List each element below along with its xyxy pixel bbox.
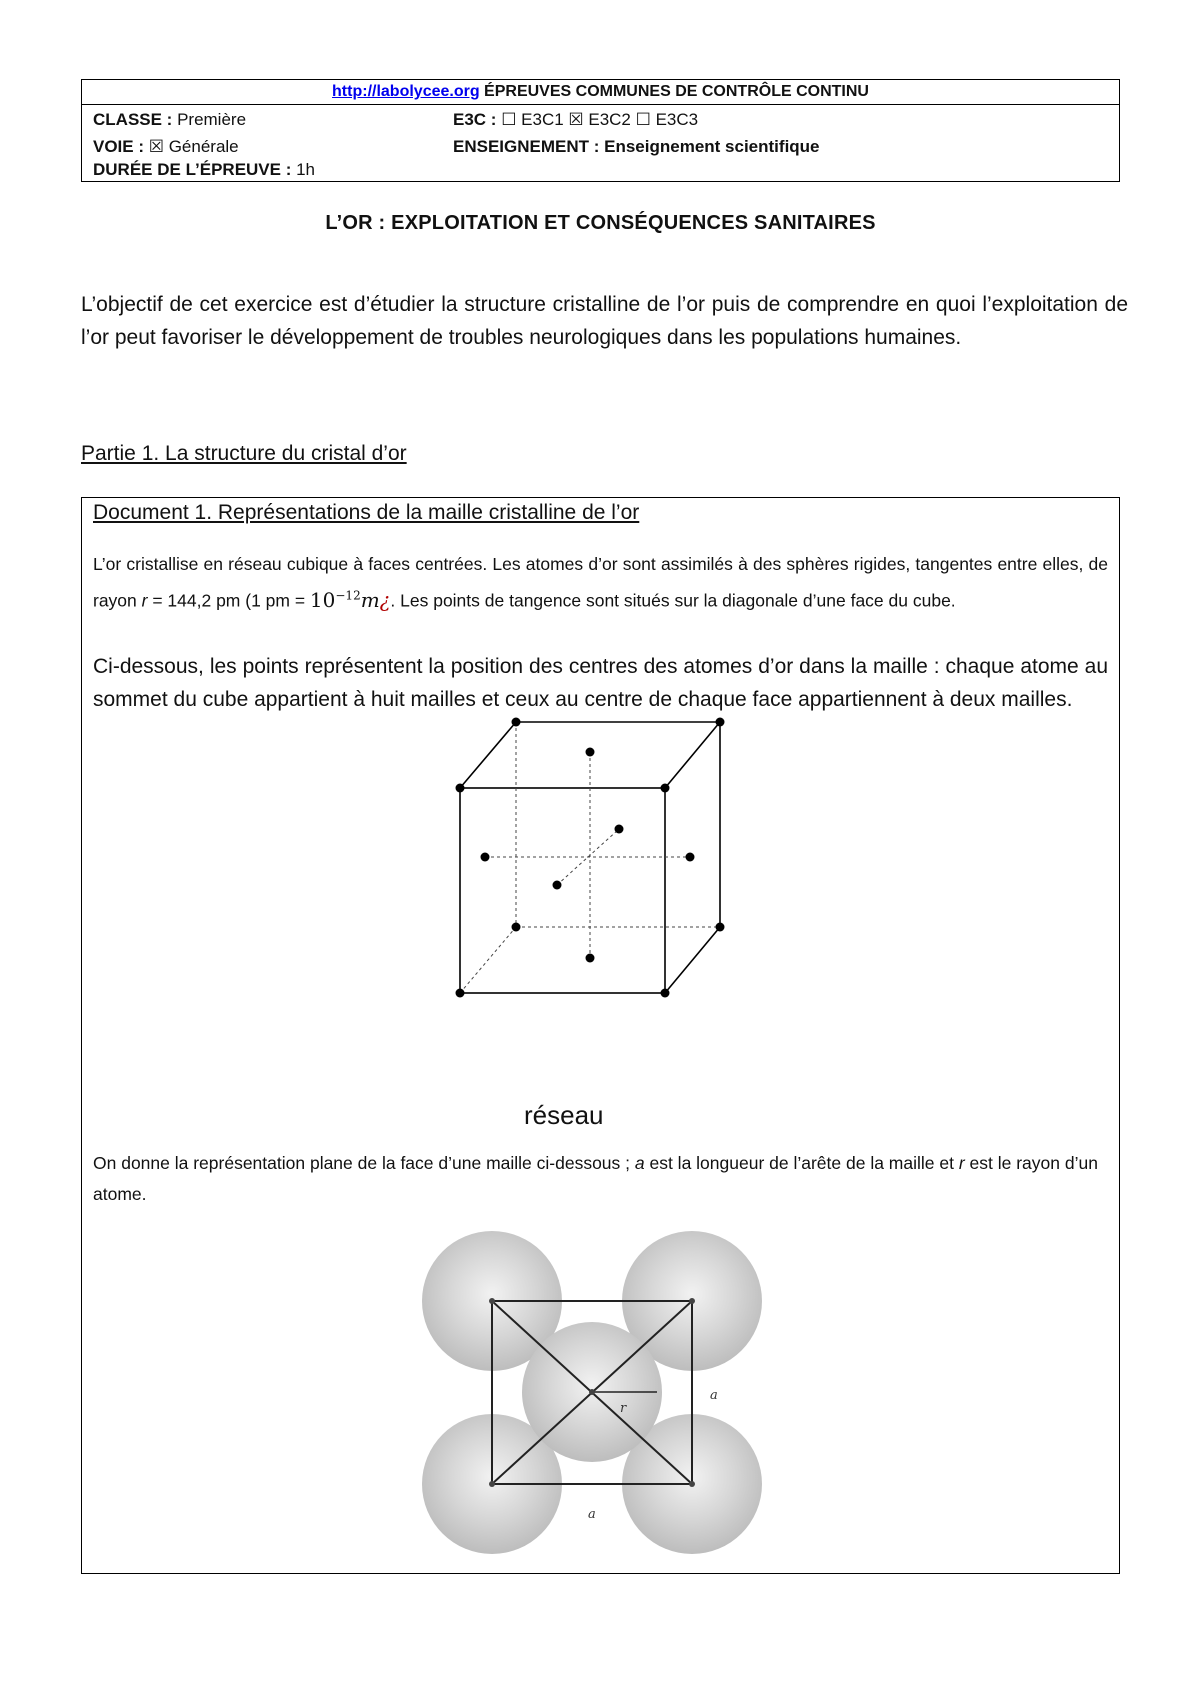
duree-line bbox=[93, 160, 315, 180]
p1-unit: m bbox=[360, 587, 380, 612]
face-vertex bbox=[689, 1298, 695, 1304]
cube-edge bbox=[665, 722, 720, 788]
document1-box bbox=[81, 497, 1120, 1574]
label-r: r bbox=[620, 1401, 627, 1416]
atom-corner bbox=[456, 989, 465, 998]
document1-paragraph-3 bbox=[93, 1148, 1108, 1210]
voie-line bbox=[93, 137, 239, 157]
atom-face-center bbox=[686, 853, 695, 862]
fcc-cube-figure bbox=[442, 708, 822, 1008]
p1-text-c: . Les points de tangence sont situés sur la diagonale d’une face du cube. bbox=[390, 590, 956, 611]
face-vertex bbox=[689, 1481, 695, 1487]
document1-paragraph-2: Ci-dessous, les points représentent la position des centres des atomes d’or dans la maille : chaque atome au sommet du cube appartient à huit mailles et ceux au centre de chaque face appartiennent à deux mailles. bbox=[93, 655, 1108, 711]
e3c-value: ☐ E3C1 ☒ E3C2 ☐ E3C3 bbox=[496, 110, 699, 129]
header-exam-title: ÉPREUVES COMMUNES DE CONTRÔLE CONTINU bbox=[479, 83, 869, 100]
figure-caption: réseau bbox=[524, 1100, 604, 1130]
face-center-point bbox=[589, 1389, 595, 1395]
atom-corner bbox=[716, 718, 725, 727]
p3-text-a: On donne la représentation plane de la face d’une maille ci-dessous ; bbox=[93, 1153, 635, 1173]
enseignement-line bbox=[453, 137, 820, 157]
atom-corner bbox=[456, 784, 465, 793]
atom-face-center bbox=[586, 954, 595, 963]
cube-hidden-edge bbox=[460, 927, 516, 993]
p1-pow-exp: −12 bbox=[335, 588, 361, 602]
header-top-line bbox=[82, 80, 1119, 105]
p3-text-b: est la longueur de l’arête de la maille et bbox=[644, 1153, 959, 1173]
enseignement-value: Enseignement scientifique bbox=[599, 137, 820, 156]
atom-corner bbox=[512, 718, 521, 727]
classe-line bbox=[93, 110, 246, 130]
face-vertex bbox=[489, 1481, 495, 1487]
cube-front-face bbox=[460, 788, 665, 993]
voie-value: ☒ Générale bbox=[144, 137, 239, 156]
p1-odd-glyph: ¿ bbox=[379, 587, 391, 612]
p1-var-r: r bbox=[141, 590, 148, 611]
enseignement-label: ENSEIGNEMENT : bbox=[453, 137, 600, 156]
p3-var-a: a bbox=[634, 1153, 645, 1173]
duree-value: 1h bbox=[291, 160, 316, 179]
atom-corner bbox=[716, 923, 725, 932]
p1-text-a: L’or cristallise en réseau cubique à faces centrées. Les atomes d’or sont assimilés à des sphères rigides, tangentes entre elles, de rayon bbox=[93, 554, 1108, 611]
p1-text-b: = 144,2 pm (1 pm = bbox=[147, 590, 310, 611]
atom-face-center bbox=[615, 825, 624, 834]
atom-face-center bbox=[481, 853, 490, 862]
duree-label: DURÉE DE L’ÉPREUVE : bbox=[93, 160, 292, 179]
exam-header-table bbox=[81, 79, 1120, 182]
label-a-right: a bbox=[710, 1388, 718, 1403]
atom-corner bbox=[661, 784, 670, 793]
page-title: L’OR : EXPLOITATION ET CONSÉQUENCES SANITAIRES bbox=[325, 212, 876, 234]
labolycee-link[interactable]: http://labolycee.org bbox=[332, 83, 480, 100]
document1-paragraph-1 bbox=[93, 549, 1108, 617]
classe-value: Première bbox=[172, 110, 247, 129]
p3-var-r: r bbox=[958, 1153, 965, 1173]
label-a-bottom: a bbox=[588, 1507, 596, 1522]
p1-pow-base: 10 bbox=[309, 587, 336, 612]
cell-face-figure bbox=[422, 1228, 782, 1558]
cube-edge bbox=[665, 927, 720, 993]
classe-label: CLASSE : bbox=[93, 110, 173, 129]
atom-face-center bbox=[553, 881, 562, 890]
document1-title: Document 1. Représentations de la maille cristalline de l’or bbox=[93, 501, 640, 524]
part1-heading: Partie 1. La structure du cristal d’or bbox=[81, 442, 407, 465]
cube-edge bbox=[460, 722, 516, 788]
intro-paragraph: L’objectif de cet exercice est d’étudier la structure cristalline de l’or puis de comprendre en quoi l’exploitation de l’or peut favoriser le développement de troubles neurologiques dans les populations humaines. bbox=[81, 293, 1128, 349]
voie-label: VOIE : bbox=[93, 137, 145, 156]
atom-corner bbox=[512, 923, 521, 932]
atom-face-center bbox=[586, 748, 595, 757]
face-vertex bbox=[489, 1298, 495, 1304]
e3c-line bbox=[453, 110, 698, 130]
p3-text-c: est le rayon d’un atome. bbox=[93, 1153, 1098, 1204]
e3c-label: E3C : bbox=[453, 110, 497, 129]
p1-power bbox=[310, 588, 390, 612]
atom-corner bbox=[661, 989, 670, 998]
